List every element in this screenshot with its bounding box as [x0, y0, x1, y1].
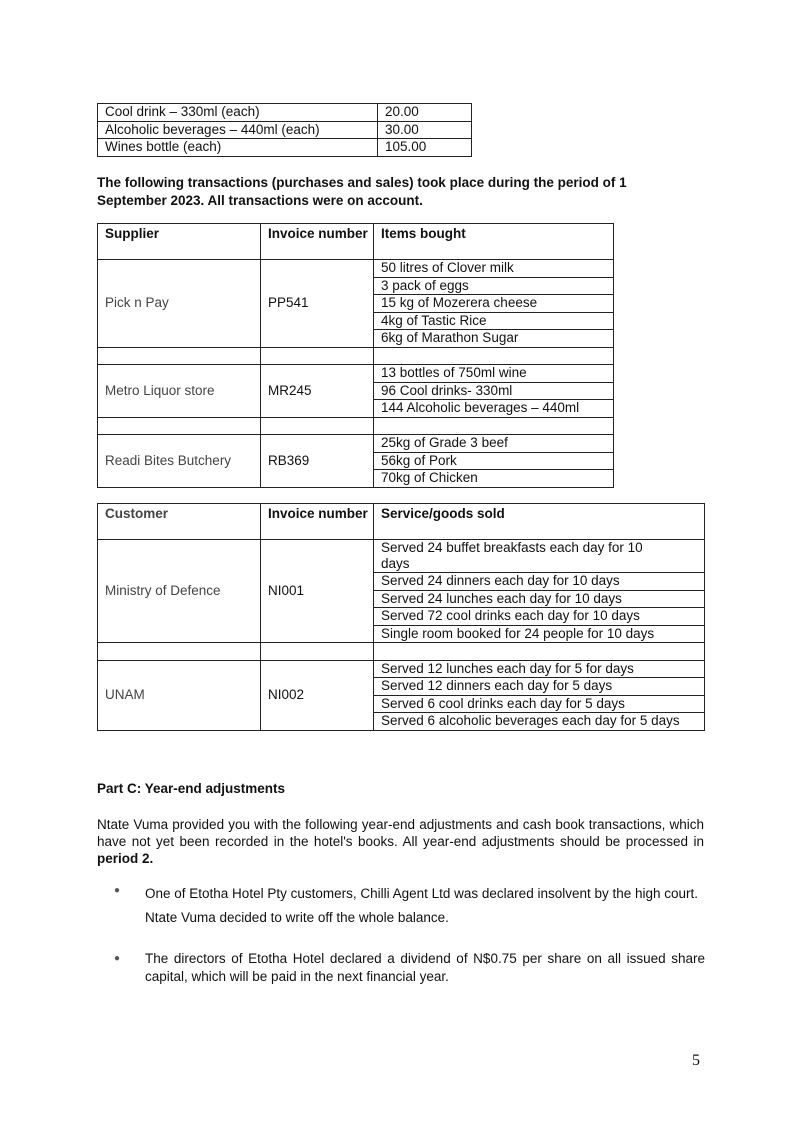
header-supplier: Supplier: [98, 224, 261, 260]
invoice-number: NI002: [261, 660, 374, 730]
bullet-item: The directors of Etotha Hotel declared a dividend of N$0.75 per share on all issued share capital, which will be paid in the next financial year.: [145, 951, 705, 984]
item: 6kg of Marathon Sugar: [374, 330, 614, 348]
customers-table: [97, 503, 705, 731]
item-cell: Wines bottle (each): [98, 139, 378, 157]
invoice-number: RB369: [261, 435, 374, 488]
intro-paragraph: [97, 174, 627, 210]
part-c-heading: Part C: Year-end adjustments: [97, 781, 286, 796]
supplier-name: Pick n Pay: [98, 260, 261, 348]
intro-line: The following transactions (purchases and sales) took place during the period of 1: [97, 175, 627, 190]
item: Served 12 dinners each day for 5 days: [374, 678, 705, 696]
item: 25kg of Grade 3 beef: [374, 435, 614, 453]
bullet-icon: ●: [114, 953, 121, 964]
header-invoice: Invoice number: [261, 504, 374, 540]
item: 144 Alcoholic beverages – 440ml: [374, 400, 614, 418]
customer-name: Ministry of Defence: [98, 540, 261, 643]
item: Served 12 lunches each day for 5 for days: [374, 660, 705, 678]
blank-row: [98, 643, 705, 661]
page-number: 5: [692, 1052, 700, 1069]
invoice-number: MR245: [261, 365, 374, 418]
suppliers-table: [97, 223, 614, 488]
price-cell: 105.00: [378, 139, 472, 157]
item: 96 Cool drinks- 330ml: [374, 382, 614, 400]
bullet-item: One of Etotha Hotel Pty customers, Chilli Agent Ltd was declared insolvent by the high court. Ntate Vuma decided to write off the whole balance.: [145, 886, 699, 925]
price-cell: 20.00: [378, 104, 472, 122]
table-row: [98, 139, 472, 157]
item: 70kg of Chicken: [374, 470, 614, 488]
customer-name: UNAM: [98, 660, 261, 730]
item-cell: Cool drink – 330ml (each): [98, 104, 378, 122]
item: Served 24 buffet breakfasts each day for 10 days: [374, 540, 705, 573]
item: 50 litres of Clover milk: [374, 260, 614, 278]
header-items: Service/goods sold: [374, 504, 705, 540]
item: 4kg of Tastic Rice: [374, 312, 614, 330]
header-invoice: Invoice number: [261, 224, 374, 260]
item: Served 6 alcoholic beverages each day for 5 days: [374, 713, 705, 731]
item: 15 kg of Mozerera cheese: [374, 295, 614, 313]
header-customer: Customer: [98, 504, 261, 540]
price-table: [97, 103, 472, 157]
item: Served 72 cool drinks each day for 10 days: [374, 608, 705, 626]
item: Served 24 dinners each day for 10 days: [374, 573, 705, 591]
item: Served 24 lunches each day for 10 days: [374, 590, 705, 608]
supplier-name: Readi Bites Butchery: [98, 435, 261, 488]
item: 3 pack of eggs: [374, 277, 614, 295]
invoice-number: PP541: [261, 260, 374, 348]
table-row: [98, 104, 472, 122]
item: 56kg of Pork: [374, 452, 614, 470]
intro-text: Ntate Vuma provided you with the following year-end adjustments and cash book transactions, which have not yet been recorded in the hotel's books. All year-end adjustments should be processed in: [97, 817, 704, 849]
blank-row: [98, 417, 614, 435]
bullet-icon: ●: [114, 885, 121, 896]
blank-row: [98, 347, 614, 365]
intro-period: period 2.: [97, 851, 154, 866]
item: 13 bottles of 750ml wine: [374, 365, 614, 383]
table-row: [98, 121, 472, 139]
supplier-name: Metro Liquor store: [98, 365, 261, 418]
item: Served 6 cool drinks each day for 5 days: [374, 695, 705, 713]
item: Single room booked for 24 people for 10 days: [374, 625, 705, 643]
invoice-number: NI001: [261, 540, 374, 643]
header-items: Items bought: [374, 224, 614, 260]
item-cell: Alcoholic beverages – 440ml (each): [98, 121, 378, 139]
price-cell: 30.00: [378, 121, 472, 139]
intro-line: September 2023. All transactions were on account.: [97, 193, 423, 208]
part-c-intro: [97, 816, 704, 867]
